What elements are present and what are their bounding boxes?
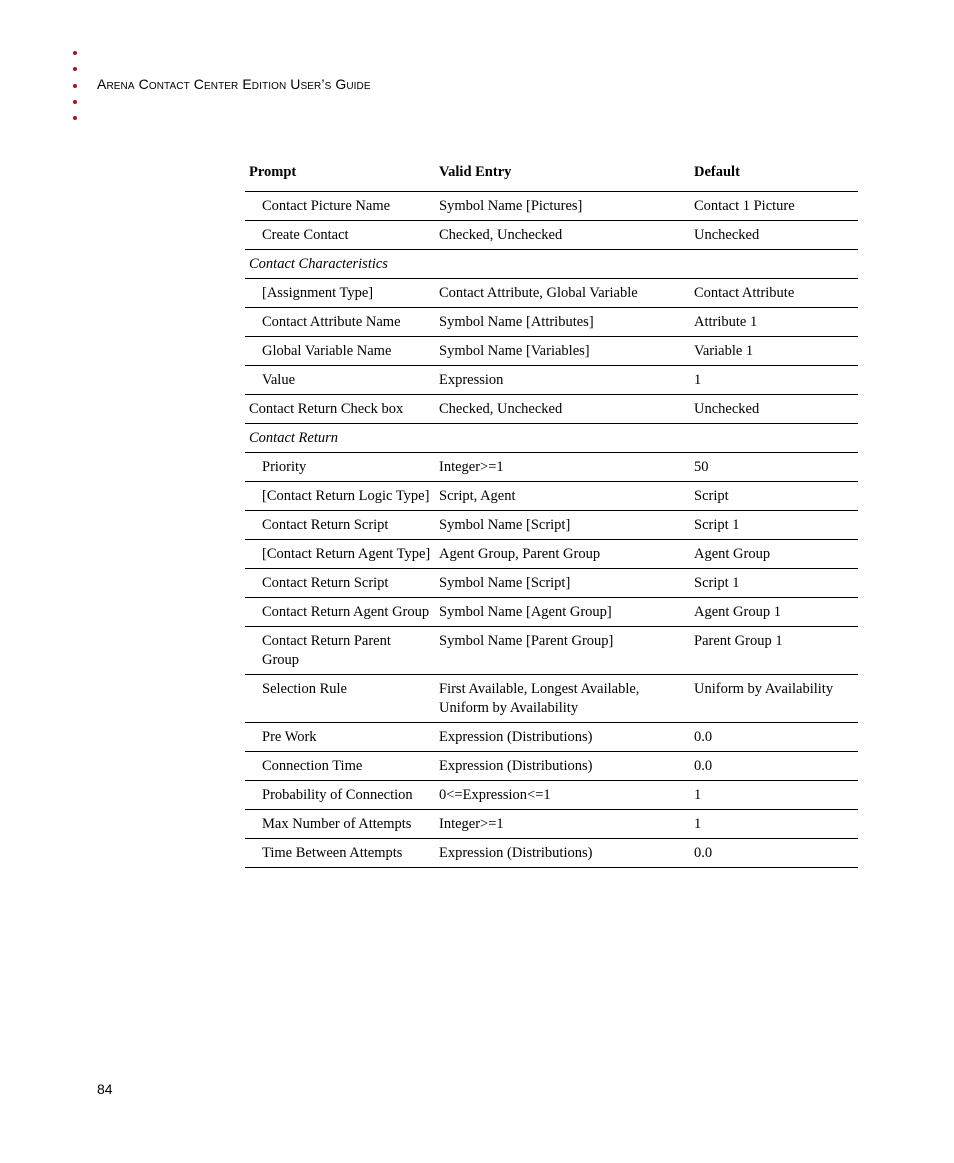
default-cell: 1 (690, 810, 858, 839)
table-row (245, 308, 858, 337)
table-row (245, 511, 858, 540)
prompt-cell: Max Number of Attempts (245, 810, 435, 839)
parameter-table (245, 158, 858, 868)
valid-entry-cell: Expression (Distributions) (435, 752, 690, 781)
section-label: Contact Characteristics (245, 250, 858, 279)
valid-entry-cell: 0<=Expression<=1 (435, 781, 690, 810)
prompt-cell: Contact Return Agent Group (245, 598, 435, 627)
valid-entry-cell: Checked, Unchecked (435, 395, 690, 424)
default-cell: Attribute 1 (690, 308, 858, 337)
table-header-row (245, 158, 858, 192)
prompt-cell: Probability of Connection (245, 781, 435, 810)
default-cell: Script 1 (690, 569, 858, 598)
bullet-icon (73, 84, 77, 88)
bullet-icon (73, 100, 77, 104)
prompt-cell: Contact Picture Name (245, 192, 435, 221)
table-row (245, 395, 858, 424)
prompt-cell: Contact Attribute Name (245, 308, 435, 337)
section-label: Contact Return (245, 424, 858, 453)
valid-entry-cell: First Available, Longest Available, Uniform by Availability (435, 675, 690, 723)
default-cell: 1 (690, 781, 858, 810)
prompt-cell: [Contact Return Agent Type] (245, 540, 435, 569)
prompt-cell: Time Between Attempts (245, 839, 435, 868)
table-body (245, 192, 858, 868)
table-row (245, 337, 858, 366)
default-cell: Parent Group 1 (690, 627, 858, 675)
table-row (245, 752, 858, 781)
prompt-cell: Contact Return Script (245, 569, 435, 598)
column-header-prompt: Prompt (245, 158, 435, 192)
bullet-icon (73, 51, 77, 55)
table-row (245, 540, 858, 569)
bullet-icon (73, 116, 77, 120)
table-row (245, 192, 858, 221)
default-cell: 0.0 (690, 839, 858, 868)
valid-entry-cell: Expression (435, 366, 690, 395)
default-cell: Agent Group 1 (690, 598, 858, 627)
table-section-row (245, 424, 858, 453)
valid-entry-cell: Symbol Name [Agent Group] (435, 598, 690, 627)
default-cell: Variable 1 (690, 337, 858, 366)
valid-entry-cell: Checked, Unchecked (435, 221, 690, 250)
default-cell: 50 (690, 453, 858, 482)
valid-entry-cell: Symbol Name [Parent Group] (435, 627, 690, 675)
table-row (245, 723, 858, 752)
table-section-row (245, 250, 858, 279)
default-cell: Contact Attribute (690, 279, 858, 308)
table-row (245, 675, 858, 723)
table-row (245, 839, 858, 868)
default-cell: Unchecked (690, 395, 858, 424)
prompt-cell: Connection Time (245, 752, 435, 781)
default-cell: Script 1 (690, 511, 858, 540)
table-row (245, 221, 858, 250)
valid-entry-cell: Agent Group, Parent Group (435, 540, 690, 569)
prompt-cell: [Assignment Type] (245, 279, 435, 308)
prompt-cell: Selection Rule (245, 675, 435, 723)
valid-entry-cell: Script, Agent (435, 482, 690, 511)
prompt-cell: Priority (245, 453, 435, 482)
table-row (245, 453, 858, 482)
table-row (245, 279, 858, 308)
table-row (245, 569, 858, 598)
bullet-icon (73, 67, 77, 71)
table-row (245, 810, 858, 839)
prompt-cell: Contact Return Check box (245, 395, 435, 424)
prompt-cell: Global Variable Name (245, 337, 435, 366)
default-cell: Agent Group (690, 540, 858, 569)
default-cell: 0.0 (690, 752, 858, 781)
valid-entry-cell: Integer>=1 (435, 453, 690, 482)
valid-entry-cell: Symbol Name [Script] (435, 511, 690, 540)
default-cell: Uniform by Availability (690, 675, 858, 723)
column-header-default: Default (690, 158, 858, 192)
prompt-cell: Pre Work (245, 723, 435, 752)
table-row (245, 598, 858, 627)
table-row (245, 781, 858, 810)
default-cell: Contact 1 Picture (690, 192, 858, 221)
default-cell: Script (690, 482, 858, 511)
default-cell: Unchecked (690, 221, 858, 250)
valid-entry-cell: Expression (Distributions) (435, 839, 690, 868)
prompt-cell: [Contact Return Logic Type] (245, 482, 435, 511)
valid-entry-cell: Integer>=1 (435, 810, 690, 839)
page-number: 84 (97, 1081, 113, 1097)
table-row (245, 627, 858, 675)
column-header-valid-entry: Valid Entry (435, 158, 690, 192)
table-row (245, 482, 858, 511)
valid-entry-cell: Symbol Name [Attributes] (435, 308, 690, 337)
prompt-cell: Contact Return Parent Group (245, 627, 435, 675)
prompt-cell: Value (245, 366, 435, 395)
running-header-title: Arena Contact Center Edition User’s Guide (97, 76, 371, 92)
prompt-cell: Create Contact (245, 221, 435, 250)
valid-entry-cell: Symbol Name [Pictures] (435, 192, 690, 221)
valid-entry-cell: Expression (Distributions) (435, 723, 690, 752)
prompt-cell: Contact Return Script (245, 511, 435, 540)
table-row (245, 366, 858, 395)
default-cell: 1 (690, 366, 858, 395)
valid-entry-cell: Symbol Name [Script] (435, 569, 690, 598)
valid-entry-cell: Contact Attribute, Global Variable (435, 279, 690, 308)
default-cell: 0.0 (690, 723, 858, 752)
valid-entry-cell: Symbol Name [Variables] (435, 337, 690, 366)
